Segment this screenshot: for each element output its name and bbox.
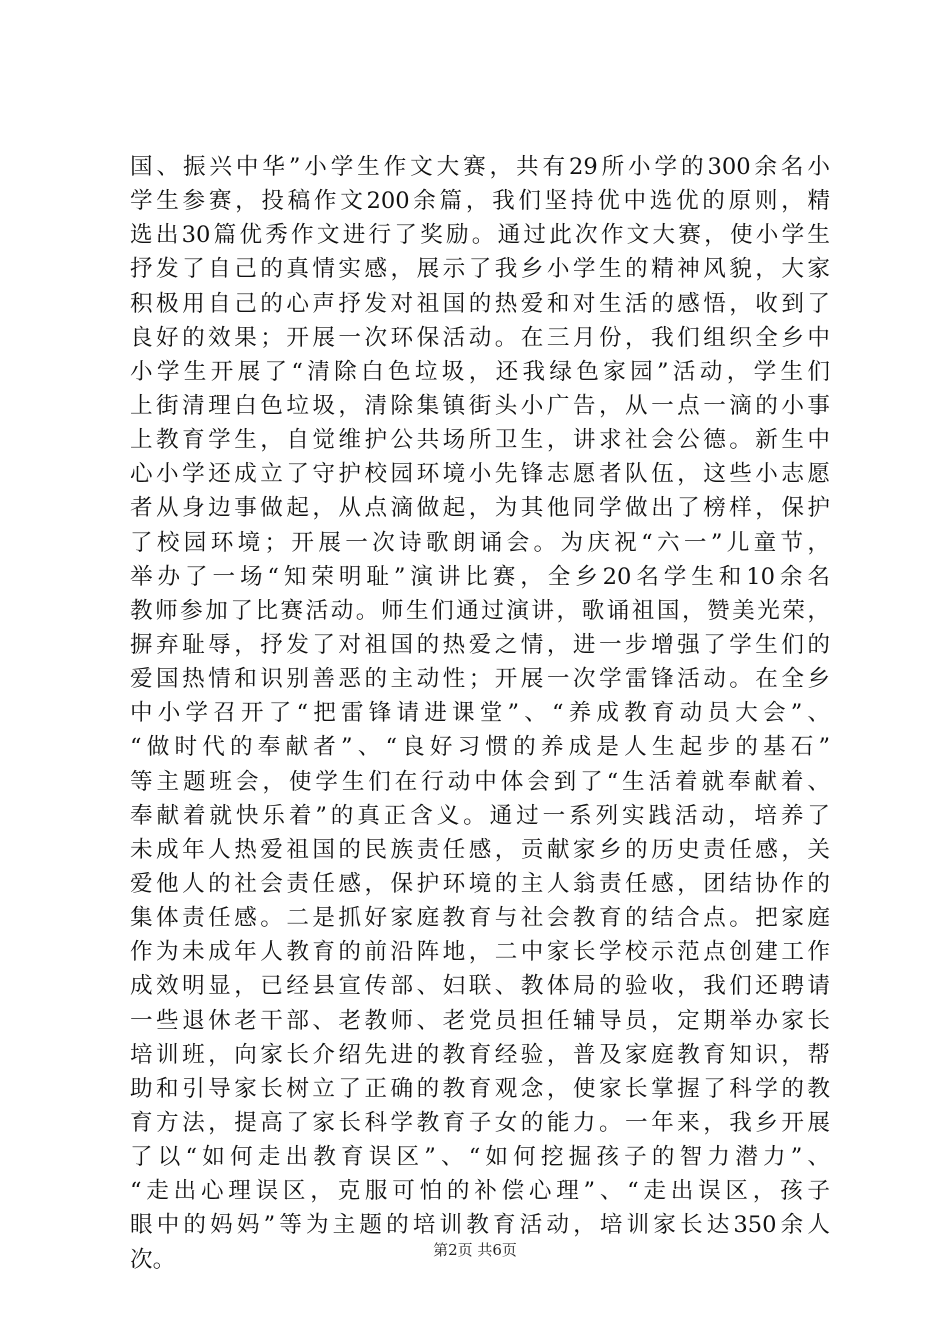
- text-line: “走出心理误区，克服可怕的补偿心理”、“走出误区，孩子: [130, 1178, 830, 1205]
- body-paragraph: [130, 150, 830, 1277]
- text-line: 眼中的妈妈”等为主题的培训教育活动，培训家长达350余人: [130, 1212, 830, 1239]
- text-line: 一些退休老干部、老教师、老党员担任辅导员，定期举办家长: [130, 1007, 830, 1034]
- text-line: 集体责任感。二是抓好家庭教育与社会教育的结合点。把家庭: [130, 905, 830, 932]
- text-line: 次。: [130, 1246, 176, 1273]
- text-line: 小学生开展了“清除白色垃圾，还我绿色家园”活动，学生们: [130, 358, 830, 385]
- text-line: 育方法，提高了家长科学教育子女的能力。一年来，我乡开展: [130, 1109, 830, 1136]
- text-line: 中小学召开了“把雷锋请进课堂”、“养成教育动员大会”、: [130, 700, 830, 727]
- text-line: 奉献着就快乐着”的真正含义。通过一系列实践活动，培养了: [130, 802, 830, 829]
- text-line: 学生参赛，投稿作文200余篇，我们坚持优中选优的原则，精: [130, 188, 830, 215]
- text-line: 教师参加了比赛活动。师生们通过演讲，歌诵祖国，赞美光荣，: [130, 597, 830, 624]
- text-line: 培训班，向家长介绍先进的教育经验，普及家庭教育知识，帮: [130, 1041, 830, 1068]
- text-line: 了以“如何走出教育误区”、“如何挖掘孩子的智力潜力”、: [130, 1144, 830, 1171]
- text-line: 良好的效果；开展一次环保活动。在三月份，我们组织全乡中: [130, 324, 830, 351]
- text-line: 作为未成年人教育的前沿阵地，二中家长学校示范点创建工作: [130, 939, 830, 966]
- text-line: 上街清理白色垃圾，清除集镇街头小广告，从一点一滴的小事: [130, 392, 830, 419]
- text-line: 爱国热情和识别善恶的主动性；开展一次学雷锋活动。在全乡: [130, 666, 830, 693]
- text-line: 积极用自己的心声抒发对祖国的热爱和对生活的感悟，收到了: [130, 290, 830, 317]
- text-line: 爱他人的社会责任感，保护环境的主人翁责任感，团结协作的: [130, 870, 830, 897]
- text-line: 举办了一场“知荣明耻”演讲比赛，全乡20名学生和10余名: [130, 563, 830, 590]
- text-line: 上教育学生，自觉维护公共场所卫生，讲求社会公德。新生中: [130, 427, 830, 454]
- text-line: 助和引导家长树立了正确的教育观念，使家长掌握了科学的教: [130, 1075, 830, 1102]
- text-line: 了校园环境；开展一次诗歌朗诵会。为庆祝“六一”儿童节，: [130, 529, 830, 556]
- text-line: 摒弃耻辱，抒发了对祖国的热爱之情，进一步增强了学生们的: [130, 631, 830, 658]
- text-line: 国、振兴中华”小学生作文大赛，共有29所小学的300余名小: [130, 154, 830, 180]
- page-number-footer: 第2页 共6页: [433, 1241, 517, 1259]
- text-line: 未成年人热爱祖国的民族责任感，贡献家乡的历史责任感，关: [130, 836, 830, 863]
- text-line: 抒发了自己的真情实感，展示了我乡小学生的精神风貌，大家: [130, 256, 830, 283]
- text-line: 心小学还成立了守护校园环境小先锋志愿者队伍，这些小志愿: [130, 461, 830, 488]
- text-line: 成效明显，已经县宣传部、妇联、教体局的验收，我们还聘请: [130, 973, 830, 1000]
- text-line: “做时代的奉献者”、“良好习惯的养成是人生起步的基石”: [130, 734, 830, 761]
- text-line: 选出30篇优秀作文进行了奖励。通过此次作文大赛，使小学生: [130, 222, 830, 249]
- text-line: 等主题班会，使学生们在行动中体会到了“生活着就奉献着、: [130, 768, 830, 795]
- text-line: 者从身边事做起，从点滴做起，为其他同学做出了榜样，保护: [130, 495, 830, 522]
